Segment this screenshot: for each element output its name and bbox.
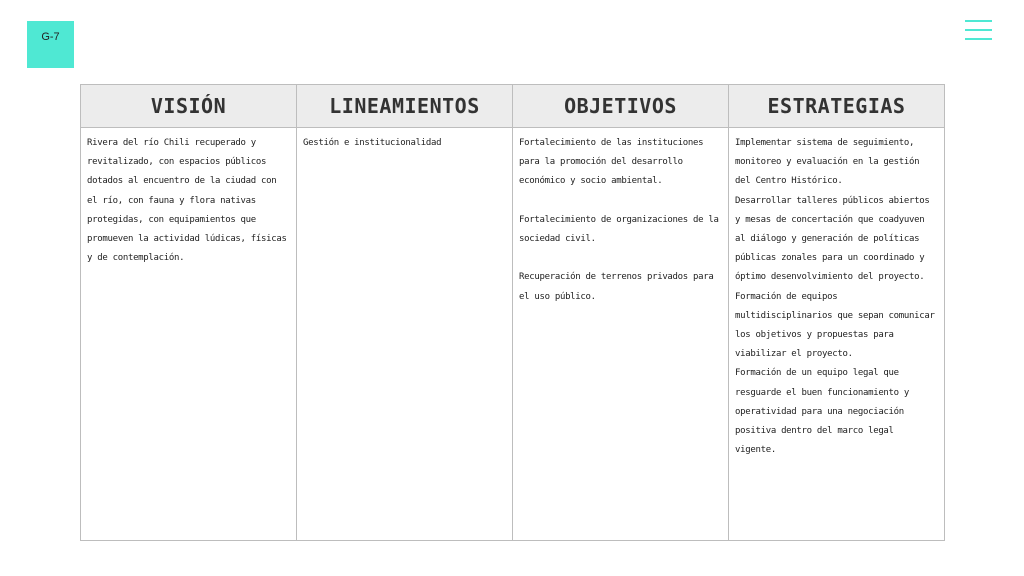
estrategia-item: Formación de equipos multidisciplinarios que sepan comunicar los objetivos y propuestas para viabilizar el proyecto. xyxy=(735,291,935,360)
header-lineamientos: LINEAMIENTOS xyxy=(297,85,513,128)
menu-line xyxy=(965,20,992,22)
header-objetivos: OBJETIVOS xyxy=(513,85,729,128)
page-number-label: G-7 xyxy=(41,31,60,43)
vision-cell xyxy=(81,128,297,541)
estrategias-cell xyxy=(729,128,945,541)
table-row xyxy=(81,128,945,541)
hamburger-menu-icon[interactable] xyxy=(965,20,992,41)
vision-text: Rivera del río Chili recuperado y revitalizado, con espacios públicos dotados al encuentro de la ciudad con el río, con fauna y flora nativas protegidas, con equipamientos que promueven la actividad lúdicas, físicas y de contemplación. xyxy=(87,138,287,264)
estrategia-item: Desarrollar talleres públicos abiertos y mesas de concertación que coadyuven al diálogo y generación de políticas públicas zonales para un coordinado y óptimo desenvolvimiento del proyecto. xyxy=(735,195,930,283)
estrategia-item: Implementar sistema de seguimiento, monitoreo y evaluación en la gestión del Centro Histórico. xyxy=(735,138,920,187)
lineamientos-cell xyxy=(297,128,513,541)
estrategia-item: Formación de un equipo legal que resguarde el buen funcionamiento y operatividad para una negociación positiva dentro del marco legal vigente. xyxy=(735,368,910,456)
page-number-badge xyxy=(27,21,74,68)
table-header-row xyxy=(81,85,945,128)
menu-line xyxy=(965,38,992,40)
header-estrategias: ESTRATEGIAS xyxy=(729,85,945,128)
objetivo-item: Recuperación de terrenos privados para el uso público. xyxy=(519,272,714,302)
objetivo-item: Fortalecimiento de organizaciones de la sociedad civil. xyxy=(519,214,719,244)
lineamiento-text: Gestión e institucionalidad xyxy=(303,138,442,148)
menu-line xyxy=(965,29,992,31)
objetivo-item: Fortalecimiento de las instituciones para la promoción del desarrollo económico y socio ambiental. xyxy=(519,138,704,187)
objetivos-cell xyxy=(513,128,729,541)
strategy-table xyxy=(80,84,945,541)
header-vision: VISIÓN xyxy=(81,85,297,128)
